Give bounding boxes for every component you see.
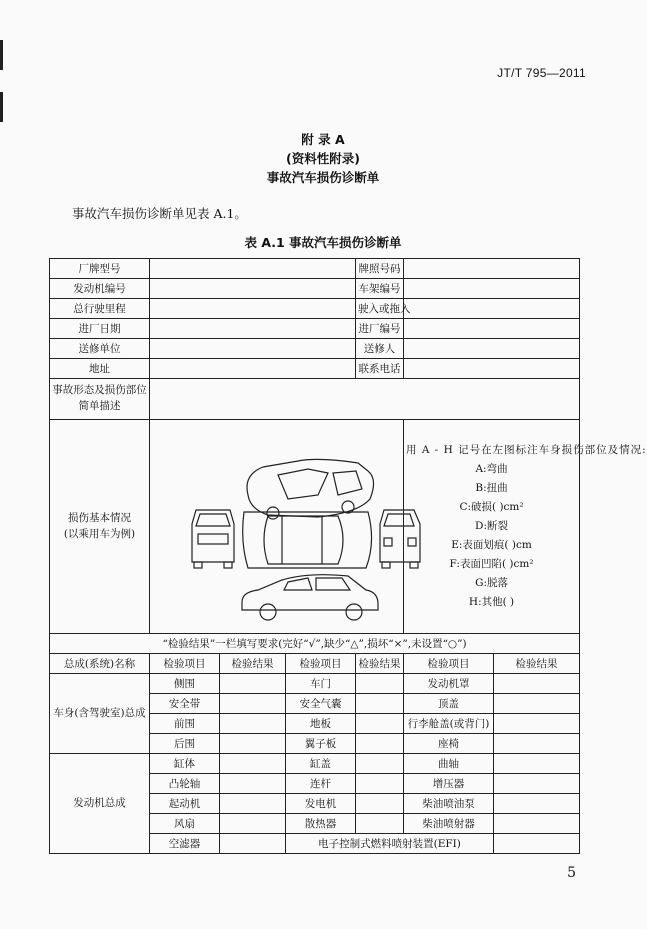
check-item: 翼子板 — [286, 734, 356, 754]
check-result-field[interactable] — [494, 694, 580, 714]
check-item: 曲轴 — [404, 754, 494, 774]
check-result-field[interactable] — [356, 674, 404, 694]
check-result-field[interactable] — [494, 734, 580, 754]
car-top-view — [247, 459, 374, 519]
check-item: 凸轮轴 — [150, 774, 220, 794]
check-result-field[interactable] — [494, 674, 580, 694]
check-result-field[interactable] — [220, 814, 286, 834]
info-label: 发动机编号 — [50, 279, 150, 299]
info-field[interactable] — [150, 279, 356, 299]
check-result-field[interactable] — [220, 754, 286, 774]
check-result-field[interactable] — [220, 674, 286, 694]
car-side-view — [242, 575, 378, 620]
check-row — [50, 674, 580, 694]
check-row — [50, 754, 580, 774]
header-result: 检验结果 — [356, 654, 404, 674]
car-damage-diagram — [150, 420, 446, 630]
legend-item: E:表面划痕( )cm — [451, 539, 532, 551]
check-result-field[interactable] — [494, 754, 580, 774]
check-item: 安全气囊 — [286, 694, 356, 714]
appendix-name: 事故汽车损伤诊断单 — [266, 170, 380, 185]
header-item: 检验项目 — [286, 654, 356, 674]
info-label: 送修人 — [356, 339, 404, 359]
info-row — [50, 259, 580, 279]
car-diagram-cell[interactable] — [150, 420, 404, 634]
info-field[interactable] — [150, 299, 356, 319]
result-note: “检验结果”一栏填写要求(完好“√”,缺少“△”,损坏“×”,未设置“○”) — [50, 634, 580, 654]
header-item: 检验项目 — [150, 654, 220, 674]
check-item: 地板 — [286, 714, 356, 734]
check-item: 后围 — [150, 734, 220, 754]
diagnosis-form-table — [49, 258, 647, 854]
info-row — [50, 299, 580, 319]
appendix-title: 附 录 A — [301, 132, 345, 147]
info-field[interactable] — [150, 259, 356, 279]
info-row — [50, 339, 580, 359]
info-label: 联系电话 — [356, 359, 404, 379]
check-result-field[interactable] — [494, 774, 580, 794]
check-item: 散热器 — [286, 814, 356, 834]
check-item: 侧围 — [150, 674, 220, 694]
standard-code: JT/T 795—2011 — [497, 66, 586, 80]
legend-item: C:破损( )cm² — [459, 501, 524, 513]
header-item: 检验项目 — [404, 654, 494, 674]
info-label: 车架编号 — [356, 279, 404, 299]
check-item: 发动机罩 — [404, 674, 494, 694]
info-field[interactable] — [150, 359, 356, 379]
check-item: 空滤器 — [150, 834, 220, 854]
info-label: 进厂编号 — [356, 319, 404, 339]
description-label: 事故形态及损伤部位简单描述 — [50, 379, 150, 420]
appendix-nature: (资料性附录) — [286, 151, 360, 166]
check-item: 增压器 — [404, 774, 494, 794]
check-item: 柴油喷油泵 — [404, 794, 494, 814]
check-item-wide: 电子控制式燃料喷射装置(EFI) — [286, 834, 494, 854]
check-result-field[interactable] — [356, 714, 404, 734]
check-item: 顶盖 — [404, 694, 494, 714]
check-result-field[interactable] — [220, 794, 286, 814]
check-result-field[interactable] — [356, 774, 404, 794]
check-result-field[interactable] — [356, 814, 404, 834]
info-field[interactable] — [404, 299, 580, 319]
legend-item: H:其他( ) — [468, 596, 515, 608]
info-field[interactable] — [404, 319, 580, 339]
check-result-field[interactable] — [220, 774, 286, 794]
car-side-top-view — [243, 512, 372, 568]
legend-item: D:断裂 — [475, 520, 509, 532]
check-item: 柴油喷射器 — [404, 814, 494, 834]
info-field[interactable] — [150, 319, 356, 339]
check-item: 前围 — [150, 714, 220, 734]
check-item: 起动机 — [150, 794, 220, 814]
check-result-field[interactable] — [220, 834, 286, 854]
info-label: 送修单位 — [50, 339, 150, 359]
system-name: 发动机总成 — [50, 754, 150, 854]
info-label: 厂牌型号 — [50, 259, 150, 279]
legend-item: A:弯曲 — [475, 463, 508, 475]
info-field[interactable] — [404, 259, 580, 279]
check-result-field[interactable] — [494, 714, 580, 734]
intro-text: 事故汽车损伤诊断单见表 A.1。 — [72, 206, 247, 221]
legend-item: F:表面凹陷( )cm² — [449, 558, 534, 570]
table-caption: 表 A.1 事故汽车损伤诊断单 — [244, 235, 402, 250]
check-result-field[interactable] — [220, 734, 286, 754]
page-number: 5 — [567, 865, 576, 881]
check-item: 行李舱盖(或背门) — [404, 714, 494, 734]
info-field[interactable] — [404, 359, 580, 379]
legend-item: B:扭曲 — [475, 482, 508, 494]
check-item: 座椅 — [404, 734, 494, 754]
check-result-field[interactable] — [494, 794, 580, 814]
info-field[interactable] — [404, 279, 580, 299]
damage-label: 损伤基本情况 (以乘用车为例) — [50, 420, 150, 634]
info-label: 驶入或拖入 — [356, 299, 404, 319]
header-result: 检验结果 — [220, 654, 286, 674]
check-result-field[interactable] — [494, 814, 580, 834]
scan-edge-mark — [0, 40, 3, 70]
check-item: 缸体 — [150, 754, 220, 774]
legend-item: G:脱落 — [475, 577, 508, 589]
info-row — [50, 279, 580, 299]
check-item: 安全带 — [150, 694, 220, 714]
description-field[interactable] — [150, 379, 580, 420]
check-result-field[interactable] — [356, 754, 404, 774]
check-result-field[interactable] — [356, 734, 404, 754]
check-result-field[interactable] — [356, 794, 404, 814]
car-front-view — [192, 510, 234, 568]
check-result-field[interactable] — [356, 694, 404, 714]
system-name: 车身(含驾驶室)总成 — [50, 674, 150, 754]
info-label: 总行驶里程 — [50, 299, 150, 319]
header-system: 总成(系统)名称 — [50, 654, 150, 674]
legend-intro: 用 A - H 记号在左图标注车身损伤部位及情况: — [406, 444, 647, 456]
info-field[interactable] — [404, 339, 580, 359]
header-result: 检验结果 — [494, 654, 580, 674]
info-field[interactable] — [150, 339, 356, 359]
scan-edge-mark — [0, 92, 3, 122]
check-item: 缸盖 — [286, 754, 356, 774]
check-item: 连杆 — [286, 774, 356, 794]
info-label: 地址 — [50, 359, 150, 379]
check-item: 发电机 — [286, 794, 356, 814]
check-result-field[interactable] — [494, 834, 580, 854]
check-result-field[interactable] — [220, 694, 286, 714]
car-rear-view — [380, 510, 420, 568]
check-header-row — [50, 654, 580, 674]
check-item: 车门 — [286, 674, 356, 694]
info-row — [50, 319, 580, 339]
info-label: 进厂日期 — [50, 319, 150, 339]
check-result-field[interactable] — [220, 714, 286, 734]
info-row — [50, 359, 580, 379]
check-item: 风扇 — [150, 814, 220, 834]
info-label: 牌照号码 — [356, 259, 404, 279]
